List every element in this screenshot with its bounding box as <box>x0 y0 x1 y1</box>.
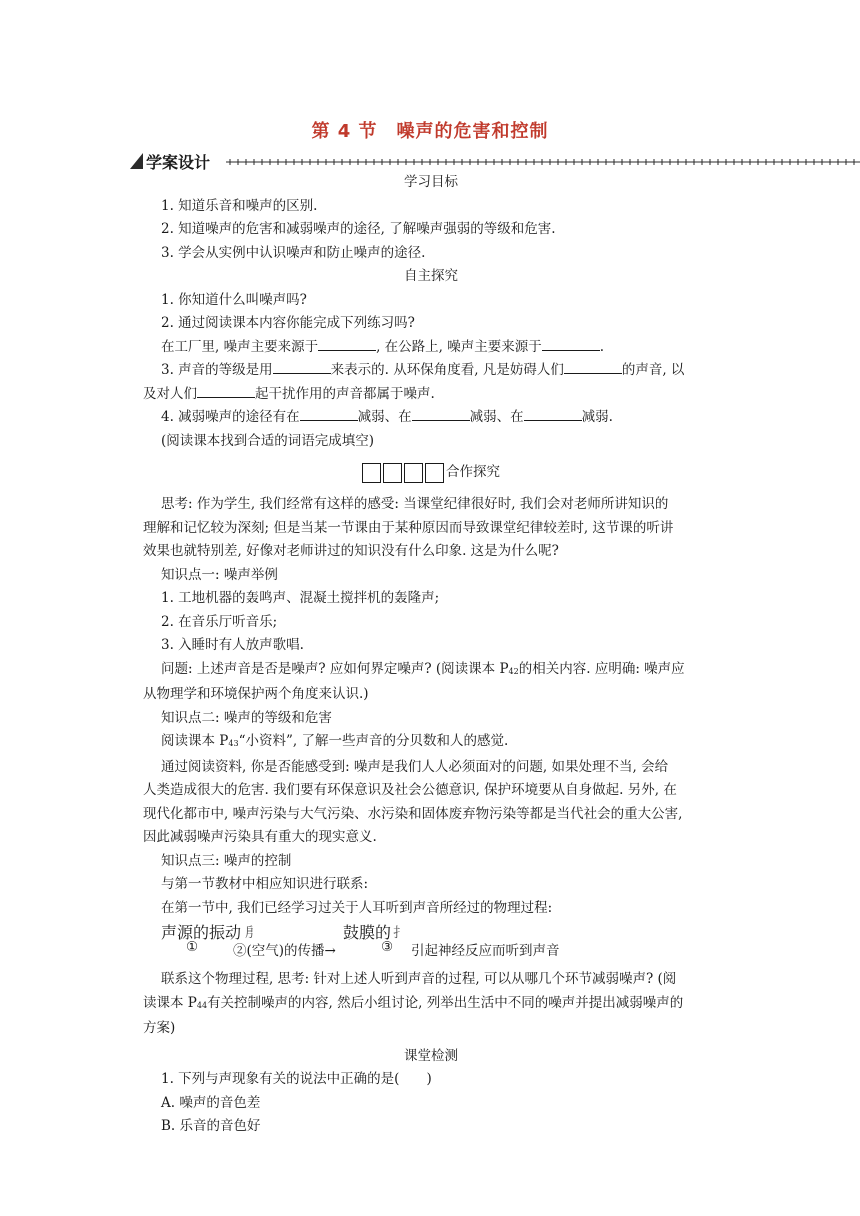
text: 的声音, 以 <box>621 362 685 378</box>
worksheet-content <box>143 171 719 1139</box>
hearing-process-diagram <box>143 920 719 968</box>
text: 来表示的. 从环保角度看, 凡是妨碍人们 <box>330 362 564 378</box>
kp3-line: 在第一节中, 我们已经学习过关于人耳听到声音所经过的物理过程: <box>161 899 553 916</box>
answer-blank[interactable] <box>273 359 331 374</box>
heading-goals: 学习目标 <box>404 174 458 190</box>
text: 起干扰作用的声音都属于噪声. <box>255 385 435 402</box>
answer-blank[interactable] <box>564 359 622 374</box>
banner-triangle-icon <box>130 153 143 169</box>
kp2-reading <box>143 730 719 756</box>
heading-cooperative <box>143 459 719 485</box>
answer-blank[interactable] <box>412 406 470 421</box>
answer-blank[interactable] <box>524 406 582 421</box>
text: “小资料”, 了解一些声音的分贝数和人的感觉. <box>238 733 509 749</box>
kp2-paragraph: 通过阅读资料, 你是否能感受到: 噪声是我们人人必须面对的问题, 如果处理不当, 会给 <box>161 758 669 775</box>
check-question-1: 1. 下列与声现象有关的说法中正确的是( ) <box>161 1071 432 1087</box>
text: 减弱、在 <box>469 409 524 425</box>
example-item: 3. 入睡时有人放声歌唱. <box>161 637 304 653</box>
example-item: 2. 在音乐厅听音乐; <box>161 613 278 630</box>
kp1-question: 从物理学和环境保护两个角度来认识.) <box>143 686 369 702</box>
question-2: 2. 通过阅读课本内容你能完成下列练习吗? <box>161 315 415 331</box>
kp3-link <box>143 992 719 1018</box>
answer-blank[interactable] <box>318 336 376 351</box>
page-subscript: 44 <box>196 1000 208 1010</box>
text: 阅读课本 P <box>161 733 229 749</box>
check-option-a: A. 噪声的音色差 <box>161 1094 261 1111</box>
question-1: 1. 你知道什么叫噪声吗? <box>161 291 307 308</box>
think-paragraph: 理解和记忆较为深刻; 但是当某一节课由于某种原因而导致课堂纪律较差时, 这节课的听讲 <box>143 519 674 536</box>
text: 的相关内容. 应明确: 噪声应 <box>518 660 685 677</box>
section-banner <box>130 150 742 172</box>
page-subscript: 43 <box>228 739 239 748</box>
goal-item: 2. 知道噪声的危害和减弱噪声的途径, 了解噪声强弱的等级和危害. <box>161 221 556 237</box>
kp3-link: 方案) <box>143 1020 176 1036</box>
answer-blank[interactable] <box>542 336 600 351</box>
kp3-link: 联系这个物理过程, 思考: 针对上述人听到声音的过程, 可以从哪几个环节减弱噪声? (阅 <box>161 971 677 987</box>
banner-label: 学案设计 <box>146 153 211 172</box>
box-decoration-icon <box>362 463 444 483</box>
question-2-fill <box>143 336 719 360</box>
diagram-source: 声源的振动 <box>161 923 242 942</box>
text: 及对人们 <box>143 385 197 402</box>
text: 减弱. <box>581 409 613 425</box>
reading-note: (阅读课本找到合适的词语完成填空) <box>161 432 375 449</box>
goal-item: 1. 知道乐音和噪声的区别. <box>161 197 318 214</box>
kp2-paragraph: 因此减弱噪声污染具有重大的现实意义. <box>143 829 377 845</box>
text: 读课本 P <box>143 994 197 1011</box>
diagram-source-tail: 㐆 <box>243 925 257 941</box>
knowledge-point-2-title: 知识点二: 噪声的等级和危害 <box>161 709 332 726</box>
heading-self-study: 自主探究 <box>404 268 458 284</box>
example-item: 1. 工地机器的轰鸣声、混凝土搅拌机的轰隆声; <box>161 590 440 606</box>
page-title: 第 4 节 噪声的危害和控制 <box>311 121 549 142</box>
diagram-eardrum: 鼓膜的 <box>343 923 392 942</box>
diagram-marker-1: ① <box>186 939 199 955</box>
heading-classroom-check: 课堂检测 <box>404 1047 458 1064</box>
diagram-eardrum-tail: 扌 <box>393 925 407 941</box>
text: 有关控制噪声的内容, 然后小组讨论, 列举出生活中不同的噪声并提出减弱噪声的 <box>207 994 684 1011</box>
answer-blank[interactable] <box>197 383 255 398</box>
kp2-paragraph: 现代化都市中, 噪声污染与大气污染、水污染和固体废弃物污染等都是当代社会的重大公害, <box>143 805 683 822</box>
text: 4. 减弱噪声的途径有在 <box>161 409 300 425</box>
text: 3. 声音的等级是用 <box>161 362 273 378</box>
think-paragraph: 效果也就特别差, 好像对老师讲过的知识没有什么印象. 这是为什么呢? <box>143 543 559 559</box>
knowledge-point-1-title: 知识点一: 噪声举例 <box>161 566 278 583</box>
question-3-line-1 <box>143 359 719 383</box>
kp3-line: 与第一节教材中相应知识进行联系: <box>161 876 369 892</box>
think-paragraph: 思考: 作为学生, 我们经常有这样的感受: 当课堂纪律很好时, 我们会对老师所讲知识的 <box>161 496 669 512</box>
page-subscript: 42 <box>508 666 519 676</box>
text: 问题: 上述声音是否是噪声? 应如何界定噪声? (阅读课本 P <box>161 660 509 677</box>
answer-blank[interactable] <box>300 406 358 421</box>
text: 减弱、在 <box>357 409 412 425</box>
text: , 在公路上, 噪声主要来源于 <box>376 338 542 355</box>
goal-item: 3. 学会从实例中认识噪声和防止噪声的途径. <box>161 244 426 261</box>
kp1-question <box>143 658 719 684</box>
check-option-b: B. 乐音的音色好 <box>161 1118 261 1134</box>
knowledge-point-3-title: 知识点三: 噪声的控制 <box>161 852 292 869</box>
dotted-rule-icon <box>226 154 860 170</box>
kp2-paragraph: 人类造成很大的危害. 我们要有环保意识及社会公德意识, 保护环境要从自身做起. 另外, 在 <box>143 782 677 798</box>
text: . <box>599 338 605 355</box>
diagram-end: 引起神经反应而听到声音 <box>411 943 560 959</box>
diagram-marker-3: ③ <box>381 939 394 955</box>
question-3-line-2 <box>143 383 719 407</box>
text: 在工厂里, 噪声主要来源于 <box>161 338 319 355</box>
heading-text: 合作探究 <box>446 464 500 480</box>
diagram-air-propagation: ②(空气)的传播→ <box>233 943 336 959</box>
question-4 <box>143 406 719 430</box>
